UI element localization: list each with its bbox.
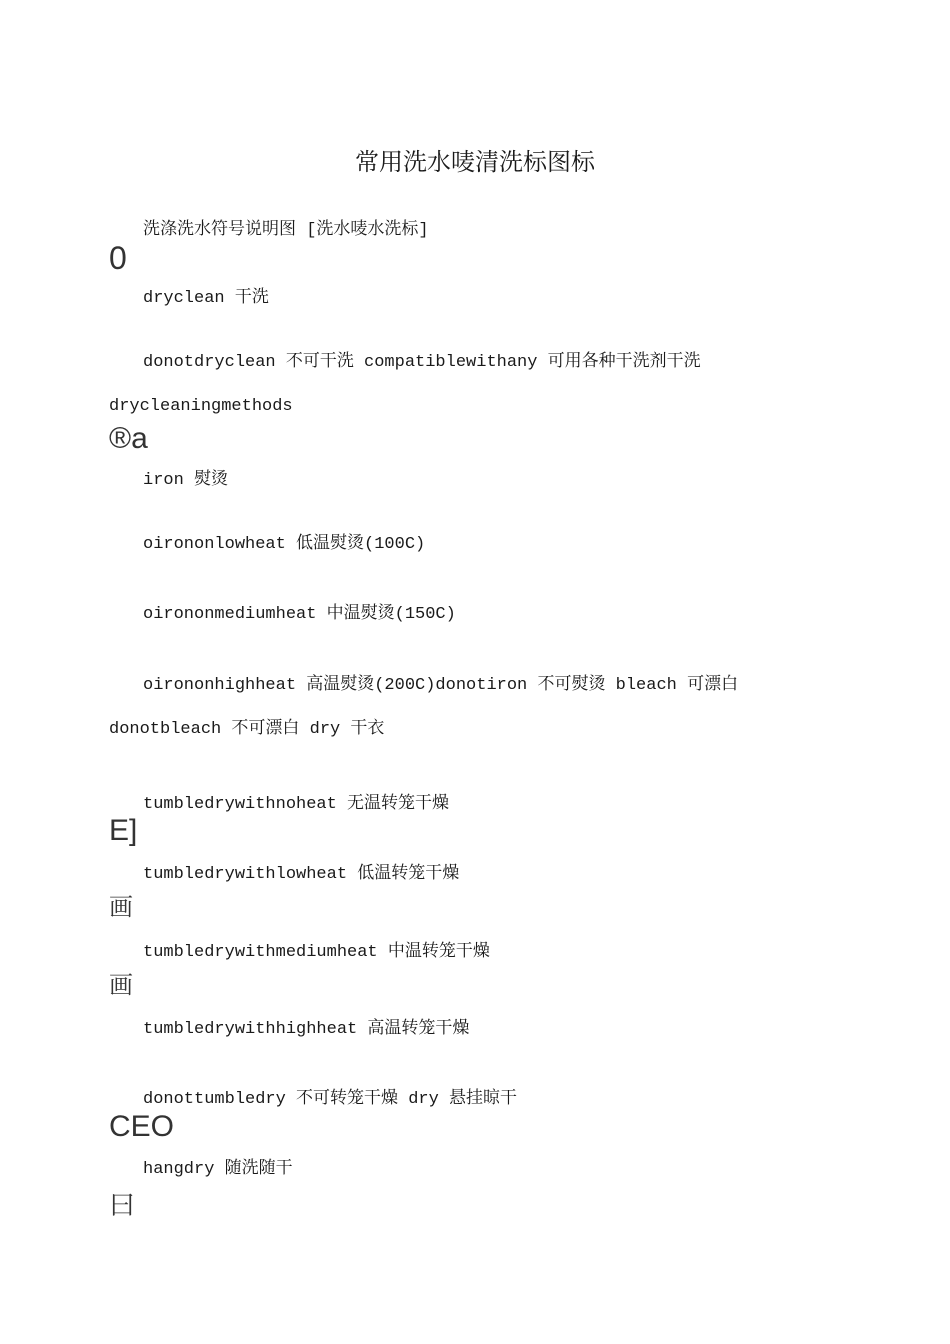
hangdry-line: hangdry 随洗随干 xyxy=(143,1160,293,1179)
iron-high-heat-line: oirononhighheat 高温熨烫(200C)donotiron 不可熨烫 bleach 可漂白 xyxy=(143,676,739,695)
donotdryclean-line: donotdryclean 不可干洗 compatiblewithany 可用各种干洗剂干洗 xyxy=(143,353,701,372)
page-title: 常用洗水唛清洗标图标 xyxy=(355,148,595,176)
iron-low-heat-line: oirononlowheat 低温熨烫(100C) xyxy=(143,535,426,554)
tumble-no-heat-line: tumbledrywithnoheat 无温转笼干燥 xyxy=(143,795,450,814)
symbol-registered-a: ®a xyxy=(109,422,148,455)
iron-line: iron 熨烫 xyxy=(143,471,229,490)
tumble-low-heat-line: tumbledrywithlowheat 低温转笼干燥 xyxy=(143,865,460,884)
dryclean-line: dryclean 干洗 xyxy=(143,289,269,308)
symbol-ceo: CEO xyxy=(109,1110,175,1143)
symbol-hua-1: 画 xyxy=(109,894,133,921)
donotbleach-line: donotbleach 不可漂白 dry 干衣 xyxy=(109,720,385,739)
symbol-e-bracket: E] xyxy=(109,814,138,847)
drycleaningmethods-line: drycleaningmethods xyxy=(109,397,293,416)
symbol-yue: 曰 xyxy=(109,1190,136,1220)
donottumbledry-line: donottumbledry 不可转笼干燥 dry 悬挂晾干 xyxy=(143,1090,518,1109)
symbol-hua-2: 画 xyxy=(109,972,133,999)
intro-line: 洗涤洗水符号说明图 [洗水唛水洗标] xyxy=(143,221,429,240)
tumble-high-heat-line: tumbledrywithhighheat 高温转笼干燥 xyxy=(143,1020,470,1039)
iron-medium-heat-line: oirononmediumheat 中温熨烫(150C) xyxy=(143,605,456,624)
tumble-medium-heat-line: tumbledrywithmediumheat 中温转笼干燥 xyxy=(143,943,490,962)
symbol-zero: 0 xyxy=(109,240,127,276)
